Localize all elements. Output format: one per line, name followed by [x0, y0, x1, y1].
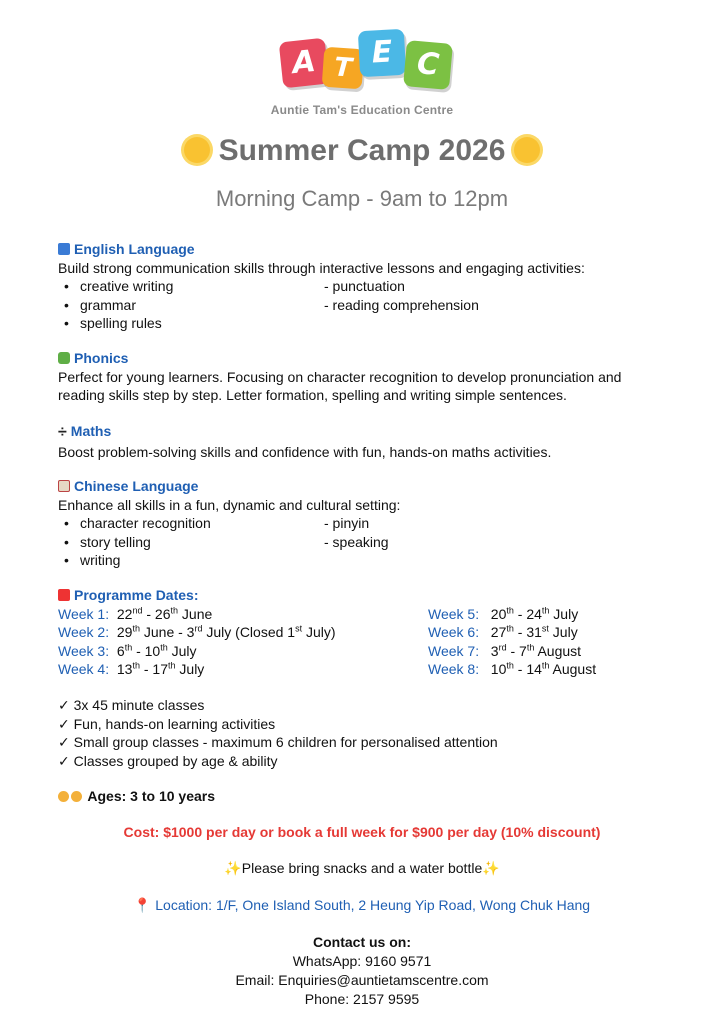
- abc-icon: [58, 243, 70, 255]
- week-7: [428, 642, 581, 661]
- phonics-line1: Perfect for young learners. Focusing on character recognition to develop pronunciation and: [58, 368, 622, 385]
- phonics-section: [58, 349, 668, 405]
- chinese-section: [58, 477, 668, 570]
- week-5: [428, 605, 578, 624]
- list-item: [58, 733, 498, 752]
- ages-line: [58, 788, 215, 804]
- list-item: [58, 696, 498, 715]
- date-row: [58, 660, 678, 679]
- chinese-intro: Enhance all skills in a fun, dynamic and cultural setting:: [58, 496, 401, 513]
- week-label: Week 5:: [428, 605, 480, 622]
- calendar-icon: [58, 589, 70, 601]
- list-item: [58, 551, 668, 570]
- list-item-text: creative writing: [80, 278, 174, 294]
- check-text: 3x 45 minute classes: [73, 697, 205, 713]
- check-text: Fun, hands-on learning activities: [73, 715, 276, 732]
- snacks-text: Please bring snacks and a water bottle: [241, 860, 483, 876]
- mahjong-icon: [58, 480, 70, 492]
- week-dates: 13th - 17th July: [116, 660, 205, 677]
- week-label: Week 6:: [428, 624, 480, 640]
- list-item-right: - pinyin: [324, 515, 370, 531]
- week-label: Week 7:: [428, 642, 480, 659]
- english-heading: [58, 240, 668, 259]
- divide-icon: ÷: [58, 424, 67, 441]
- week-dates: 20th - 24th July: [490, 604, 579, 622]
- child-face-icon: [58, 791, 69, 802]
- pin-icon: 📍: [133, 897, 152, 913]
- location-text: Location: 1/F, One Island South, 2 Heung Yip Road, Wong Chuk Hang: [155, 897, 591, 913]
- phonics-heading: [58, 349, 668, 368]
- list-item: [58, 715, 498, 734]
- programme-heading-text: Programme Dates:: [74, 587, 199, 603]
- phonics-heading-text: Phonics: [74, 350, 129, 366]
- week-dates: 27th - 31st July: [490, 623, 578, 640]
- maths-text: Boost problem-solving skills and confidence with fun, hands-on maths activities.: [58, 443, 552, 460]
- feature-checklist: [58, 696, 498, 770]
- contact-email[interactable]: Email: Enquiries@auntietamscentre.com: [235, 972, 489, 988]
- english-heading-text: English Language: [74, 241, 195, 257]
- list-item-right: - reading comprehension: [324, 296, 479, 313]
- date-row: [58, 642, 678, 661]
- contact-whatsapp[interactable]: WhatsApp: 9160 9571: [292, 953, 432, 969]
- chinese-heading-text: Chinese Language: [74, 478, 199, 494]
- puzzle-icon: [58, 352, 70, 364]
- check-icon: ✓: [58, 697, 70, 713]
- list-item-text: grammar: [80, 296, 137, 313]
- sun-icon: [514, 137, 540, 163]
- sun-icon: [184, 137, 210, 163]
- week-label: Week 3:: [58, 642, 110, 659]
- week-label: Week 2:: [58, 624, 110, 640]
- week-dates: 29th June - 3rd July (Closed 1st July): [116, 623, 336, 640]
- chinese-heading: [58, 477, 668, 496]
- check-icon: ✓: [58, 734, 70, 750]
- list-item-text: character recognition: [80, 515, 211, 531]
- list-item-text: story telling: [80, 533, 151, 550]
- maths-section: [58, 422, 668, 461]
- list-item: [58, 296, 668, 315]
- list-item: [58, 314, 668, 333]
- list-item-right: - speaking: [324, 533, 389, 550]
- programme-heading: [58, 586, 678, 605]
- date-row: [58, 605, 678, 624]
- page-subtitle: Morning Camp - 9am to 12pm: [215, 186, 509, 211]
- logo-tile-c: C: [403, 40, 453, 90]
- week-1: [58, 605, 212, 624]
- list-item: [58, 514, 668, 533]
- logo: [0, 26, 724, 117]
- check-icon: ✓: [58, 715, 70, 732]
- check-text: Small group classes - maximum 6 children for personalised attention: [73, 734, 498, 750]
- ages-text: Ages: 3 to 10 years: [87, 788, 215, 804]
- logo-subtitle: Auntie Tam's Education Centre: [270, 103, 454, 117]
- programme-dates: [58, 586, 678, 679]
- english-section: [58, 240, 668, 333]
- list-item: [58, 752, 498, 771]
- week-label: Week 8:: [428, 661, 480, 677]
- english-intro: Build strong communication skills through interactive lessons and engaging activities:: [58, 259, 585, 276]
- list-item-text: spelling rules: [80, 315, 162, 331]
- logo-tile-e: E: [358, 29, 406, 77]
- maths-heading-text: Maths: [70, 423, 112, 439]
- check-text: Classes grouped by age & ability: [73, 752, 278, 769]
- week-6: [428, 623, 578, 642]
- week-4: [58, 660, 204, 679]
- cost-line: Cost: $1000 per day or book a full week for $900 per day (10% discount): [123, 824, 601, 840]
- week-dates: 22nd - 26th June: [116, 604, 213, 622]
- week-dates: 3rd - 7th August: [490, 641, 582, 659]
- week-3: [58, 642, 197, 661]
- week-dates: 6th - 10th July: [116, 641, 197, 659]
- week-8: [428, 660, 596, 679]
- location-line: [0, 897, 724, 914]
- phonics-line2: reading skills step by step. Letter formation, spelling and writing simple sentences.: [58, 387, 567, 403]
- week-label: Week 4:: [58, 661, 110, 677]
- week-dates: 10th - 14th August: [490, 660, 597, 677]
- week-2: [58, 623, 336, 642]
- sparkle-icon: ✨: [224, 860, 242, 876]
- snacks-line: [0, 860, 724, 877]
- check-icon: ✓: [58, 752, 70, 769]
- list-item-right: - punctuation: [324, 278, 405, 294]
- date-row: [58, 623, 678, 642]
- contact-heading: Contact us on:: [313, 934, 411, 950]
- list-item: [58, 533, 668, 552]
- child-face-icon: [71, 791, 82, 802]
- logo-tile-a: A: [279, 38, 330, 89]
- english-list: [58, 277, 668, 333]
- list-item-text: writing: [80, 552, 121, 568]
- sparkle-icon: ✨: [482, 860, 500, 876]
- list-item: [58, 277, 668, 296]
- logo-tile-t: T: [322, 47, 365, 90]
- maths-heading: [58, 422, 668, 443]
- contact-block: [0, 933, 724, 1009]
- week-label: Week 1:: [58, 605, 110, 622]
- chinese-list: [58, 514, 668, 570]
- contact-phone[interactable]: Phone: 2157 9595: [304, 991, 420, 1007]
- title-text: Summer Camp 2026: [218, 134, 506, 167]
- page-title: [0, 134, 724, 168]
- logo-tiles: [267, 26, 457, 96]
